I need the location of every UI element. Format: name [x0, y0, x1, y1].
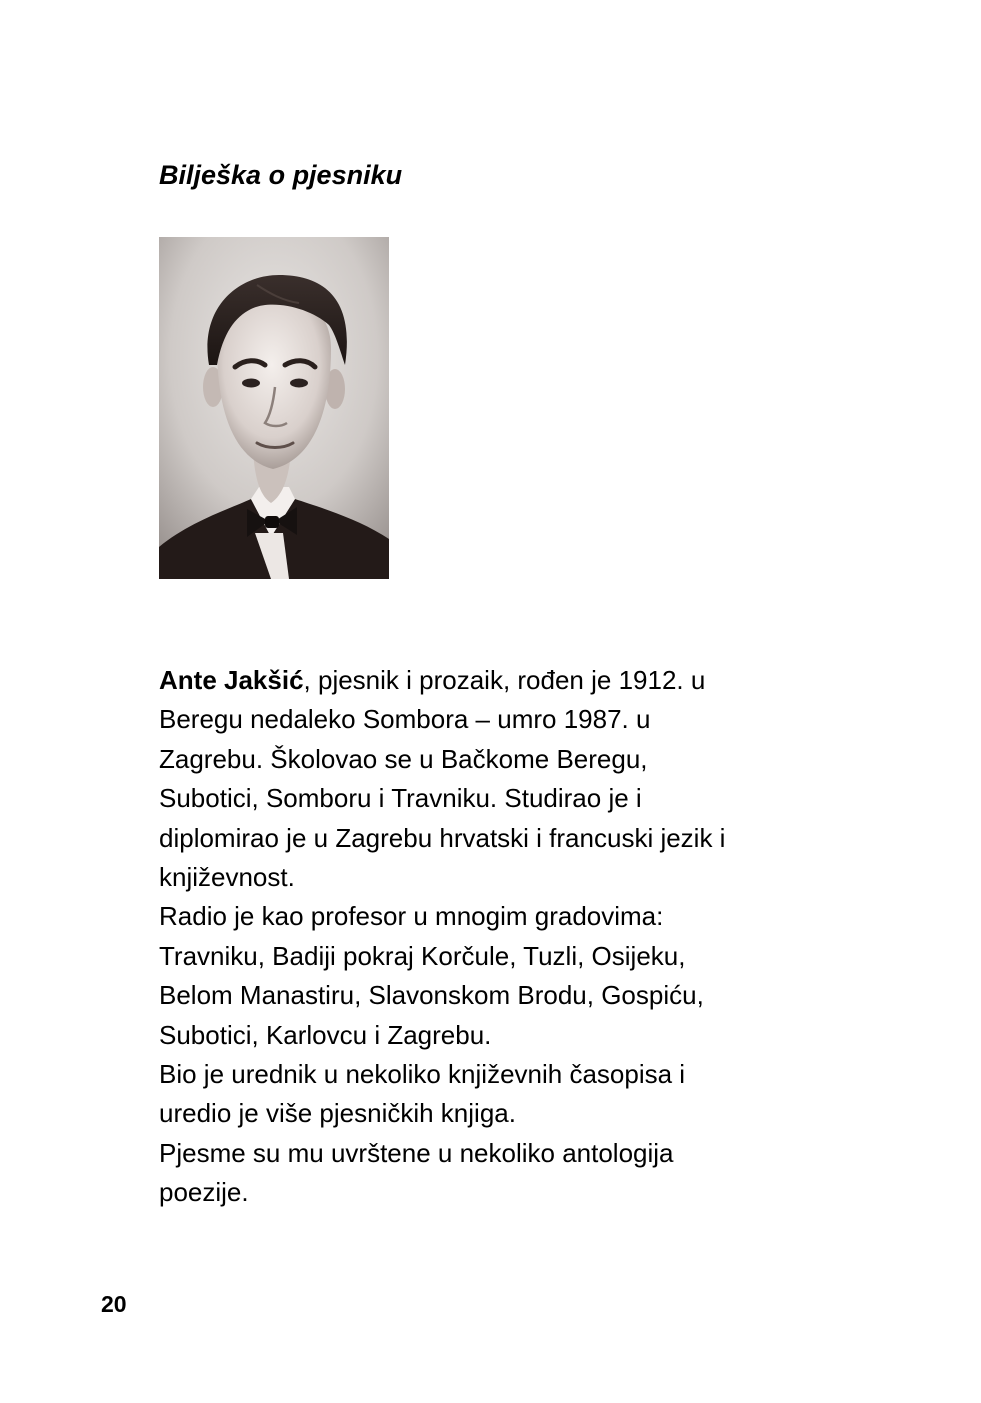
bio-line: Pjesme su mu uvrštene u nekoliko antologija	[159, 1137, 674, 1168]
portrait-photo	[159, 237, 389, 579]
bio-line: Belom Manastiru, Slavonskom Brodu, Gospiću,	[159, 980, 704, 1011]
bio-line: Travniku, Badiji pokraj Korčule, Tuzli, Osijeku,	[159, 940, 686, 971]
bio-line	[159, 661, 859, 700]
biography-text	[159, 661, 859, 1213]
poet-name: Ante Jakšić	[159, 665, 304, 695]
bio-line: Zagrebu. Školovao se u Bačkome Beregu,	[159, 743, 648, 774]
bio-line: književnost.	[159, 862, 295, 893]
bio-line: Bio je urednik u nekoliko književnih časopisa i	[159, 1059, 686, 1090]
bio-line: Subotici, Karlovcu i Zagrebu.	[159, 1019, 492, 1050]
bio-line: Beregu nedaleko Sombora – umro 1987. u	[159, 704, 651, 735]
bio-line: Subotici, Somboru i Travniku. Studirao je i	[159, 783, 642, 814]
bio-line-text: , pjesnik i prozaik, rođen je 1912. u	[303, 665, 706, 695]
bio-line: Radio je kao profesor u mnogim gradovima:	[159, 901, 664, 932]
page-number: 20	[101, 1291, 127, 1317]
bio-line: uredio je više pjesničkih knjiga.	[159, 1098, 516, 1129]
bio-line: poezije.	[159, 1177, 249, 1208]
bio-line: diplomirao je u Zagrebu hrvatski i francuski jezik i	[159, 822, 726, 853]
section-heading: Bilješka o pjesniku	[159, 160, 403, 190]
